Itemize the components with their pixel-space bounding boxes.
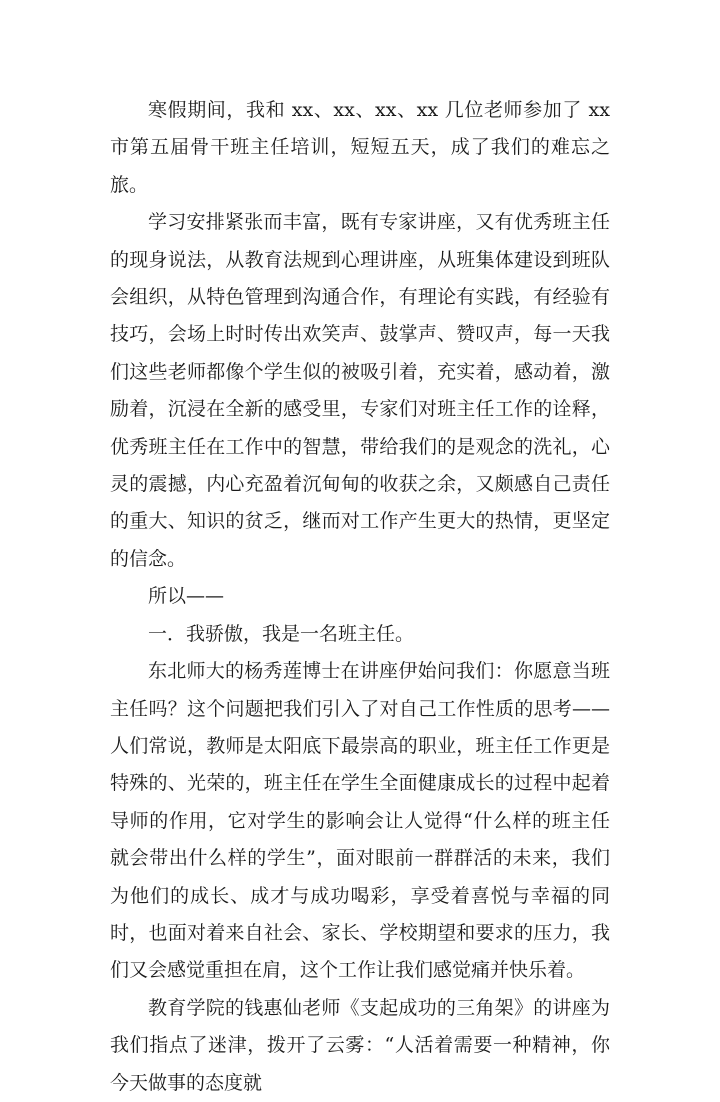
paragraph-lecture-question: 东北师大的杨秀莲博士在讲座伊始问我们：你愿意当班主任吗？这个问题把我们引入了对自己工作性质的思考——人们常说，教师是太阳底下最崇高的职业，班主任工作更是特殊的、光荣的，班主任在学生全面健康成长的过程中起着导师的作用，它对学生的影响会让人觉得“什么样的班主任就会带出什么样的学生”，面对眼前一群群活的未来，我们为他们的成长、成才与成功喝彩，享受着喜悦与幸福的同时，也面对着来自社会、家长、学校期望和要求的压力，我们又会感觉重担在肩，这个工作让我们感觉痛并快乐着。 — [110, 660, 610, 982]
paragraph-study-arrangement: 学习安排紧张而丰富，既有专家讲座，又有优秀班主任的现身说法，从教育法规到心理讲座，从班集体建设到班队会组织，从特色管理到沟通合作，有理论有实践，有经验有技巧，会场上时时传出欢笑声、鼓掌声、赞叹声，每一天我们这些老师都像个学生似的被吸引着，充实着，感动着，激励着，沉浸在全新的感受里，专家们对班主任工作的诠释，优秀班主任在工作中的智慧，带给我们的是观念的洗礼，心灵的震撼，内心充盈着沉甸甸的收获之余，又颇感自己责任的重大、知识的贫乏，继而对工作产生更大的热情，更坚定的信念。 — [110, 211, 610, 570]
paragraph-winter-training: 寒假期间，我和 xx、xx、xx、xx 几位老师参加了 xx 市第五届骨干班主任培训，短短五天，成了我们的难忘之旅。 — [110, 99, 610, 196]
paragraph-therefore: 所以—— — [148, 585, 225, 608]
section-heading-proud-teacher: 一．我骄傲，我是一名班主任。 — [148, 622, 415, 645]
document-body — [110, 92, 610, 1102]
paragraph-tripod-lecture: 教育学院的钱惠仙老师《支起成功的三角架》的讲座为我们指点了迷津，拨开了云雾：“人活着需要一种精神，你今天做事的态度就 — [110, 996, 610, 1094]
